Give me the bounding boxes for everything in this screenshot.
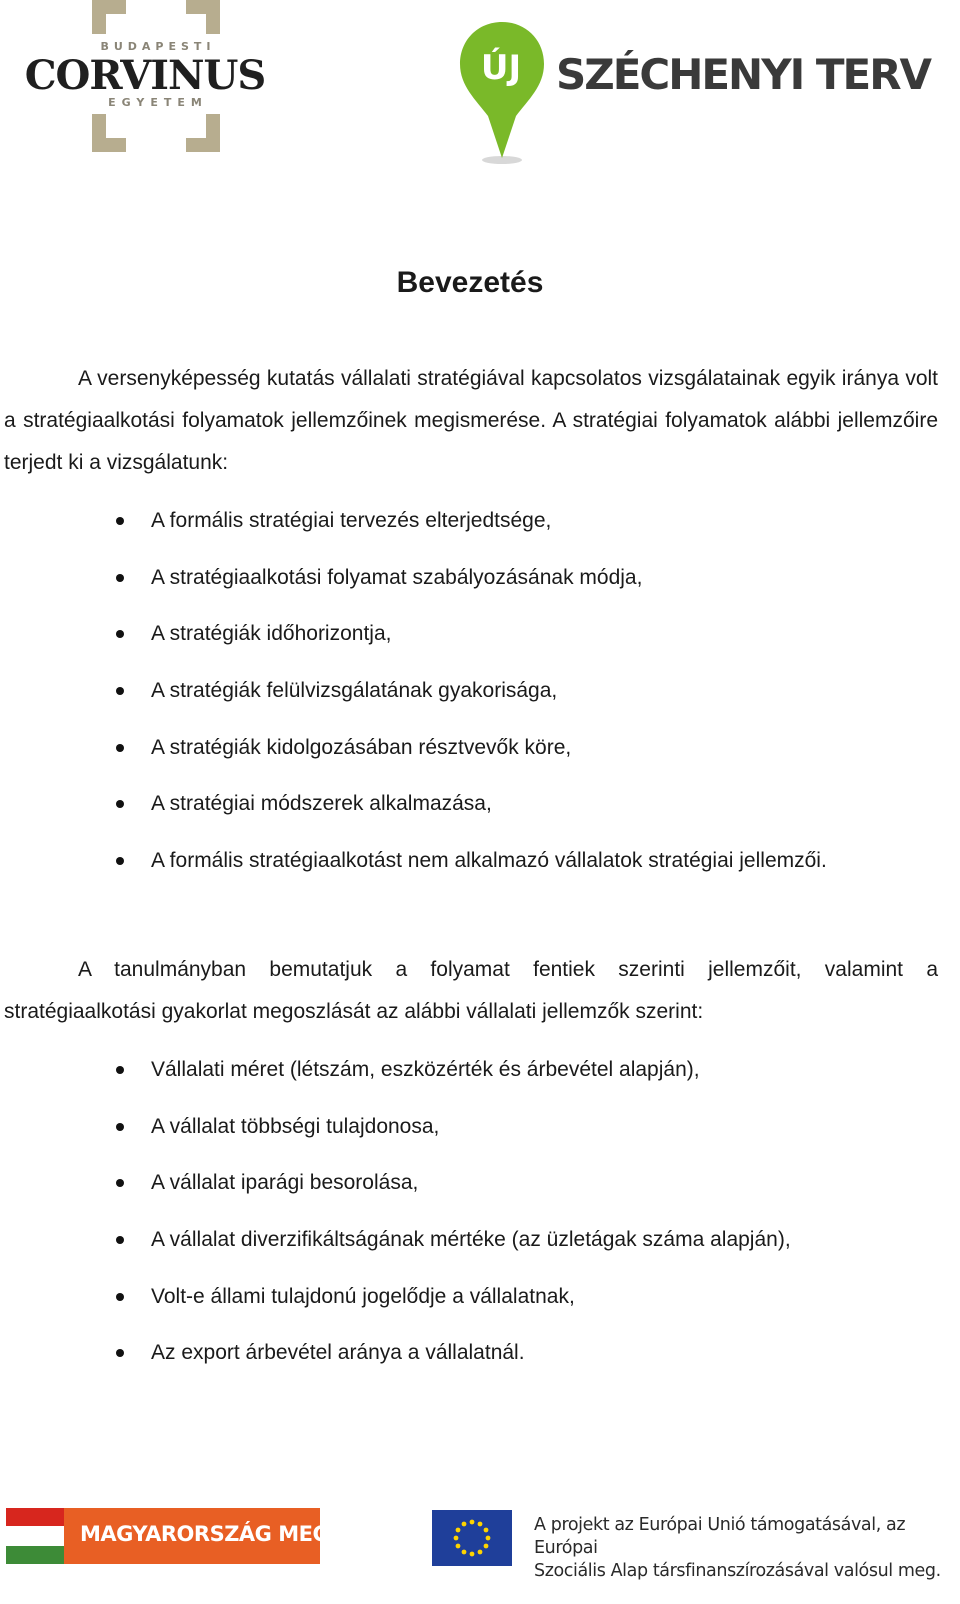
corvinus-logo-bottom: EGYETEM <box>108 96 208 109</box>
bullet-icon <box>116 1236 124 1244</box>
list-item <box>0 557 920 614</box>
bullet-icon <box>116 1293 124 1301</box>
list-item-text: Vállalati méret (létszám, eszközérték és árbevétel alapján), <box>151 1058 700 1081</box>
eu-stars-icon <box>432 1510 512 1566</box>
corvinus-frame-corner <box>186 0 220 34</box>
map-pin-icon <box>458 20 548 168</box>
szechenyi-pin-text: ÚJ <box>480 48 522 88</box>
eu-notice-line: A projekt az Európai Unió támogatásával, az Európai <box>534 1515 906 1558</box>
hungarian-flag-icon <box>6 1508 64 1564</box>
szechenyi-terv-logo <box>458 20 931 170</box>
list-item <box>0 1162 920 1219</box>
list-item-text: A stratégiák kidolgozásában résztvevők köre, <box>151 735 572 759</box>
list-item-text: A stratégiaalkotási folyamat szabályozásának módja, <box>151 565 643 589</box>
list-item <box>0 670 920 727</box>
magyarorszag-megujul-banner <box>6 1508 383 1564</box>
intro-paragraph: A versenyképesség kutatás vállalati stratégiával kapcsolatos vizsgálatainak egyik iránya volt a stratégiaalkotási folyamatok jellemzőinek megismerése. A stratégiai folyamatok alábbi jellemzőire terjedt ki a vizsgálatunk: <box>4 367 938 474</box>
list-item-text: A stratégiák felülvizsgálatának gyakorisága, <box>151 679 558 703</box>
bullet-icon <box>116 1066 124 1074</box>
bullet-icon <box>116 1349 124 1357</box>
list-item-text: A vállalat többségi tulajdonosa, <box>151 1114 440 1138</box>
list-item-text: A formális stratégiaalkotást nem alkalmazó vállalatok stratégiai jellemzői. <box>151 849 827 873</box>
eu-funding-notice <box>534 1514 954 1583</box>
list-item-text: Az export árbevétel aránya a vállalatnál. <box>151 1341 525 1365</box>
corvinus-logo <box>20 0 270 155</box>
list-item-text: A formális stratégiai tervezés elterjedtsége, <box>151 509 552 532</box>
corvinus-logo-top: BUDAPESTI <box>100 40 216 53</box>
list-item <box>0 500 920 557</box>
bullet-icon <box>116 800 124 808</box>
list-item <box>0 840 920 897</box>
banner-text: MAGYARORSZÁG MEGÚJUL <box>80 1522 383 1546</box>
list-item <box>0 1276 920 1333</box>
corvinus-frame-corner <box>186 114 220 152</box>
bullet-icon <box>116 744 124 752</box>
bullet-icon <box>116 630 124 638</box>
list-item <box>0 783 920 840</box>
list-item <box>0 1106 920 1163</box>
list-item <box>0 727 920 784</box>
bullet-icon <box>116 687 124 695</box>
strategy-characteristics-list <box>0 500 920 897</box>
list-item-text: Volt-e állami tulajdonú jogelődje a vállalatnak, <box>151 1284 575 1308</box>
list-item <box>0 613 920 670</box>
list-item-text: A vállalat diverzifikáltságának mértéke (az üzletágak száma alapján), <box>151 1228 791 1252</box>
list-item <box>0 1332 920 1389</box>
corvinus-logo-main: CORVINUS <box>24 52 266 99</box>
corvinus-frame-corner <box>92 114 126 152</box>
eu-flag-icon <box>432 1510 512 1566</box>
page-title: Bevezetés <box>396 266 544 299</box>
list-item-text: A stratégiák időhorizontja, <box>151 622 392 646</box>
list-item <box>0 1219 920 1276</box>
bullet-icon <box>116 574 124 582</box>
szechenyi-brand-text: SZÉCHENYI TERV <box>556 50 931 99</box>
list-item-text: A vállalat iparági besorolása, <box>151 1171 419 1195</box>
bullet-icon <box>116 1179 124 1187</box>
eu-notice-line: Szociális Alap társfinanszírozásával valósul meg. <box>534 1561 941 1581</box>
bullet-icon <box>116 517 124 525</box>
study-paragraph: A tanulmányban bemutatjuk a folyamat fentiek szerinti jellemzőit, valamint a stratégiaalkotási gyakorlat megoszlását az alábbi vállalati jellemzők szerint: <box>4 958 938 1023</box>
company-characteristics-list <box>0 1049 920 1389</box>
list-item <box>0 1049 920 1106</box>
bullet-icon <box>116 1123 124 1131</box>
corvinus-frame-corner <box>92 0 126 34</box>
list-item-text: A stratégiai módszerek alkalmazása, <box>151 792 492 816</box>
bullet-icon <box>116 857 124 865</box>
